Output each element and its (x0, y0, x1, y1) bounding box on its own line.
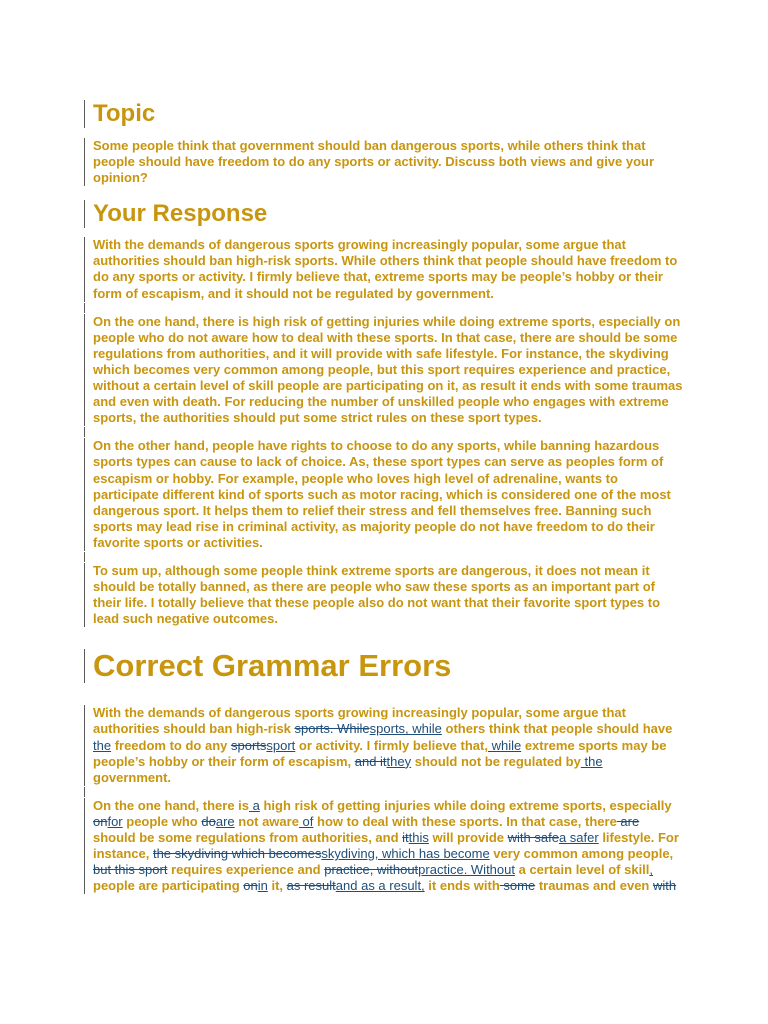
inserted-text: the (93, 737, 112, 753)
corrected-paragraph (84, 798, 684, 895)
deleted-text: but this sport (93, 862, 168, 878)
deleted-text: on (243, 878, 258, 894)
deleted-text: the skydiving which becomes (152, 846, 322, 862)
inserted-text: a safer (558, 830, 599, 845)
inserted-text: in (257, 878, 268, 894)
corrected-paragraph-text (93, 705, 684, 785)
response-paragraph (84, 563, 684, 627)
deleted-text: do (201, 813, 216, 829)
text-run: not aware (234, 813, 299, 829)
deleted-text: on (93, 813, 108, 829)
response-heading-block (84, 200, 684, 228)
text-run: government. (93, 769, 172, 785)
response-paragraph (84, 314, 684, 427)
topic-text: Some people think that government should ban dangerous sports, while others think that people should have freedom to do any sports or activity. Discuss both views and give your opinion? (93, 138, 655, 186)
response-section (84, 237, 684, 627)
text-run: or activity. I firmly believe that, (295, 737, 488, 753)
empty-line-marker (84, 552, 684, 562)
inserted-text: are (215, 813, 235, 829)
document-page (84, 98, 684, 894)
inserted-text: for (107, 813, 123, 829)
deleted-text: sports. While (294, 721, 370, 737)
text-run: how to deal with these sports. In that case, there (313, 813, 617, 829)
inserted-text: the (580, 753, 603, 769)
topic-heading: Topic (93, 100, 156, 127)
deleted-text: sports (230, 737, 267, 753)
inserted-text: this (408, 830, 429, 845)
response-paragraph-text: With the demands of dangerous sports growing increasingly popular, some argue that authorities should ban high-risk sports. While others think that people should have freedom to do any sports or activity. I firmly believe that, extreme sports may be people’s hobby or their form of escapism, and it should not be regulated by government. (93, 237, 678, 301)
deleted-text: and it (354, 753, 387, 769)
empty-line-marker (84, 427, 684, 437)
inserted-text: , (649, 862, 654, 878)
deleted-text: with (652, 878, 677, 894)
text-run: lifestyle. For instance, (93, 830, 679, 862)
inserted-text: sport (266, 737, 296, 753)
text-run: traumas and even (535, 878, 653, 894)
deleted-text: practice, without (324, 862, 419, 878)
inserted-text: and as a result, (335, 878, 425, 894)
inserted-text: they (386, 753, 412, 769)
grammar-heading: Correct Grammar Errors (93, 648, 452, 684)
grammar-heading-block (84, 649, 684, 683)
text-run: a certain level of skill (515, 862, 650, 878)
response-paragraph-text: On the other hand, people have rights to choose to do any sports, while banning hazardous sports types can cause to lack of choice. As, these sport types can serve as peoples form of escapism or hobby. For example, people who loves high level of adrenaline, wants to participate different kind of sports such as motor racing, which is considered one of the most dangerous sport. It helps them to relief their stress and fell themselves free. Banning such sports may lead rise in criminal activity, as majority people do not have freedom to do their favorite sports or activities. (93, 438, 671, 550)
text-run: freedom to do any (111, 737, 231, 753)
deleted-text: with safe (507, 830, 559, 845)
deleted-text: it (402, 830, 409, 845)
deleted-text: are (616, 813, 640, 829)
response-paragraph-text: To sum up, although some people think extreme sports are dangerous, it does not mean it should be totally banned, as there are people who saw these sports as an important part of their life. I totally believe that these people also do not want that their favorite sport types to lead such negative outcomes. (93, 562, 661, 627)
text-run: requires experience and (167, 862, 325, 878)
topic-heading-block (84, 100, 684, 128)
corrected-paragraph-text (93, 798, 684, 895)
text-run: high risk of getting injuries while doing extreme sports, especially (259, 797, 672, 813)
empty-line-marker (84, 303, 684, 313)
inserted-text: while (487, 737, 522, 753)
text-run: On the one hand, there is (93, 797, 250, 813)
inserted-text: a (249, 797, 260, 813)
inserted-text: of (298, 813, 314, 829)
response-paragraph (84, 438, 684, 551)
inserted-text: skydiving, which has become (321, 846, 490, 862)
text-run: it, (267, 878, 287, 894)
text-run: very common among people, (489, 846, 674, 862)
text-run: extreme sports may be people’s hobby or their form of escapism, (93, 737, 667, 769)
text-run: people are participating (93, 878, 244, 894)
topic-text-block (84, 138, 684, 186)
corrected-section (84, 705, 684, 894)
text-run: people who (122, 813, 202, 829)
empty-line-marker (84, 787, 684, 797)
deleted-text: as result (286, 878, 336, 894)
text-run: it ends with (424, 878, 500, 894)
inserted-text: sports, while (369, 721, 442, 737)
response-heading: Your Response (93, 200, 268, 228)
text-run: will provide (428, 830, 508, 845)
corrected-paragraph (84, 705, 684, 785)
inserted-text: practice. Without (418, 862, 515, 878)
response-paragraph-text: On the one hand, there is high risk of getting injuries while doing extreme sports, especially on people who do not aware how to deal with these sports. In that case, there are should be some regulations from authorities, and it will provide with safe lifestyle. For instance, the skydiving which becomes very common among people, but this sport requires experience and practice, without a certain level of skill people are participating on it, as result it ends with some traumas and even with death. For reducing the number of unskilled people who engages with extreme sports, the authorities should put some strict rules on these sport types. (93, 313, 683, 426)
text-run: should not be regulated by (411, 753, 581, 769)
text-run: should be some regulations from authorities, and (93, 830, 403, 845)
response-paragraph (84, 237, 684, 301)
deleted-text: some (499, 878, 536, 894)
text-run: With the demands of dangerous sports growing increasingly popular, some argue that authorities should ban high-risk (93, 705, 626, 737)
text-run: others think that people should have (441, 721, 673, 737)
